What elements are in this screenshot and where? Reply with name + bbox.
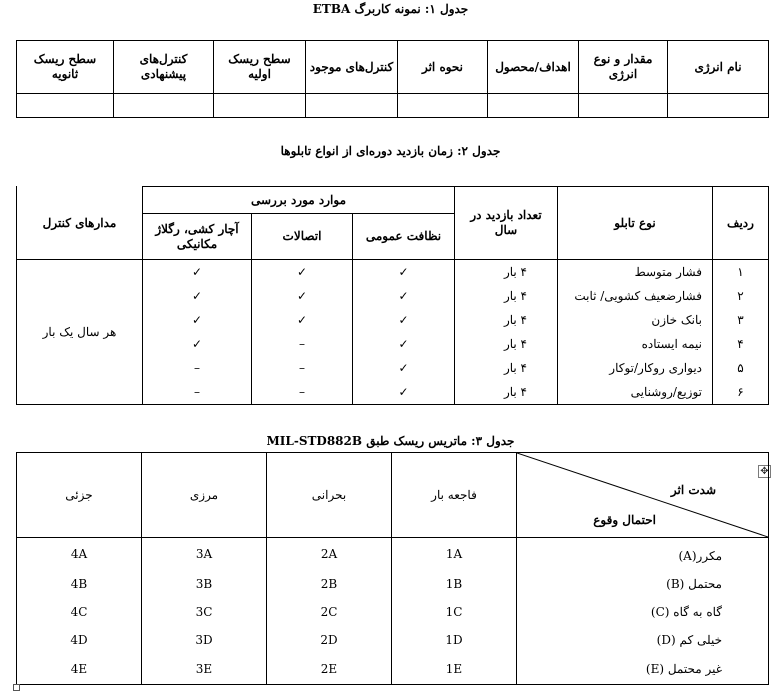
empty-cell[interactable] xyxy=(17,94,114,118)
visit-count: ۴ بار xyxy=(455,380,558,405)
visit-count: ۴ بار xyxy=(455,284,558,308)
visit-count: ۴ بار xyxy=(455,332,558,356)
risk-code: 2C xyxy=(267,598,392,626)
risk-code: 4E xyxy=(17,654,142,685)
check-mark-icon: ✓ xyxy=(353,260,455,285)
move-handle-icon[interactable]: ✥ xyxy=(758,465,771,478)
risk-code: 4B xyxy=(17,570,142,598)
risk-code: 2B xyxy=(267,570,392,598)
visit-count: ۴ بار xyxy=(455,308,558,332)
table-row xyxy=(17,260,769,285)
check-mark-icon: ✓ xyxy=(252,284,353,308)
header-catastrophic: فاجعه بار xyxy=(392,453,517,538)
header-panel-type: نوع تابلو xyxy=(558,187,713,260)
dash-mark: – xyxy=(252,380,353,405)
row-number: ۳ xyxy=(713,308,769,332)
severity-label: شدت اثر xyxy=(670,483,716,497)
table-row xyxy=(17,598,769,626)
risk-code: 4C xyxy=(17,598,142,626)
header-critical: بحرانی xyxy=(267,453,392,538)
risk-code: 1A xyxy=(392,538,517,571)
control-circuit-frequency: هر سال یک بار xyxy=(17,260,143,405)
panel-type: دیواری روکار/توکار xyxy=(558,356,713,380)
empty-cell[interactable] xyxy=(114,94,214,118)
header-connections: اتصالات xyxy=(252,214,353,260)
table-header-row xyxy=(17,41,769,94)
check-mark-icon: ✓ xyxy=(353,356,455,380)
row-number: ۱ xyxy=(713,260,769,285)
paragraph-end-marker xyxy=(13,684,20,691)
risk-code: 3E xyxy=(142,654,267,685)
risk-matrix-table xyxy=(16,452,769,685)
dash-mark: – xyxy=(143,380,252,405)
risk-code: 2A xyxy=(267,538,392,571)
header-secondary-risk: سطح ریسک ثانویه xyxy=(17,41,114,94)
empty-cell[interactable] xyxy=(306,94,398,118)
panel-inspection-table xyxy=(16,186,769,405)
row-number: ۴ xyxy=(713,332,769,356)
table2-caption: جدول ۲: زمان بازدید دوره‌ای از انواع تابلوها xyxy=(280,144,501,158)
header-energy-amount: مقدار و نوع انرژی xyxy=(579,41,668,94)
row-number: ۶ xyxy=(713,380,769,405)
risk-code: 2E xyxy=(267,654,392,685)
check-mark-icon: ✓ xyxy=(353,380,455,405)
risk-code: 3A xyxy=(142,538,267,571)
risk-code: 1B xyxy=(392,570,517,598)
panel-type: بانک خازن xyxy=(558,308,713,332)
visit-count: ۴ بار xyxy=(455,356,558,380)
header-effect-mode: نحوه اثر xyxy=(398,41,488,94)
probability-level: مکرر(A) xyxy=(517,538,769,571)
check-mark-icon: ✓ xyxy=(143,308,252,332)
table1-caption: جدول ۱: نمونه کاربرگ ETBA xyxy=(312,2,469,16)
header-general-cleaning: نظافت عمومی xyxy=(353,214,455,260)
check-mark-icon: ✓ xyxy=(143,284,252,308)
dash-mark: – xyxy=(143,356,252,380)
check-mark-icon: ✓ xyxy=(353,332,455,356)
table-row xyxy=(17,538,769,571)
header-negligible: جزئی xyxy=(17,453,142,538)
probability-level: گاه به گاه (C) xyxy=(517,598,769,626)
panel-type: فشار متوسط xyxy=(558,260,713,285)
probability-level: خیلی کم (D) xyxy=(517,626,769,654)
risk-code: 4D xyxy=(17,626,142,654)
empty-cell[interactable] xyxy=(398,94,488,118)
dash-mark: – xyxy=(252,332,353,356)
panel-type: فشارضعیف کشویی/ ثابت xyxy=(558,284,713,308)
table-row xyxy=(17,626,769,654)
probability-level: غیر محتمل (E) xyxy=(517,654,769,685)
check-mark-icon: ✓ xyxy=(143,260,252,285)
risk-code: 4A xyxy=(17,538,142,571)
visit-count: ۴ بار xyxy=(455,260,558,285)
header-energy-name: نام انرژی xyxy=(668,41,769,94)
check-mark-icon: ✓ xyxy=(353,284,455,308)
panel-type: توزیع/روشنایی xyxy=(558,380,713,405)
empty-cell[interactable] xyxy=(579,94,668,118)
header-existing-controls: کنترل‌های موجود xyxy=(306,41,398,94)
table-row xyxy=(17,654,769,685)
header-items-group: موارد مورد بررسی xyxy=(143,187,455,214)
probability-label: احتمال وقوع xyxy=(593,513,656,527)
risk-code: 1C xyxy=(392,598,517,626)
check-mark-icon: ✓ xyxy=(143,332,252,356)
header-mechanical: آچار کشی، رگلاژ مکانیکی xyxy=(143,214,252,260)
risk-code: 2D xyxy=(267,626,392,654)
header-initial-risk: سطح ریسک اولیه xyxy=(214,41,306,94)
risk-code: 1D xyxy=(392,626,517,654)
diagonal-corner-cell xyxy=(517,453,769,538)
header-marginal: مرزی xyxy=(142,453,267,538)
empty-cell[interactable] xyxy=(488,94,579,118)
check-mark-icon: ✓ xyxy=(252,260,353,285)
table3-caption: جدول ۳: ماتریس ریسک طبق MIL-STD882B xyxy=(266,434,515,448)
empty-cell[interactable] xyxy=(214,94,306,118)
header-targets: اهداف/محصول xyxy=(488,41,579,94)
table-row xyxy=(17,94,769,118)
header-control-circuits: مدارهای کنترل xyxy=(17,187,143,260)
table-header-row xyxy=(17,187,769,214)
row-number: ۵ xyxy=(713,356,769,380)
check-mark-icon: ✓ xyxy=(353,308,455,332)
risk-code: 3D xyxy=(142,626,267,654)
empty-cell[interactable] xyxy=(668,94,769,118)
risk-code: 3B xyxy=(142,570,267,598)
header-proposed-controls: کنترل‌های پیشنهادی xyxy=(114,41,214,94)
dash-mark: – xyxy=(252,356,353,380)
header-visits-per-year: تعداد بازدید در سال xyxy=(455,187,558,260)
panel-type: نیمه ایستاده xyxy=(558,332,713,356)
header-row-no: ردیف xyxy=(713,187,769,260)
row-number: ۲ xyxy=(713,284,769,308)
probability-level: محتمل (B) xyxy=(517,570,769,598)
check-mark-icon: ✓ xyxy=(252,308,353,332)
table-header-row xyxy=(17,453,769,538)
risk-code: 1E xyxy=(392,654,517,685)
etba-worksheet-table xyxy=(16,40,769,118)
table-row xyxy=(17,570,769,598)
risk-code: 3C xyxy=(142,598,267,626)
